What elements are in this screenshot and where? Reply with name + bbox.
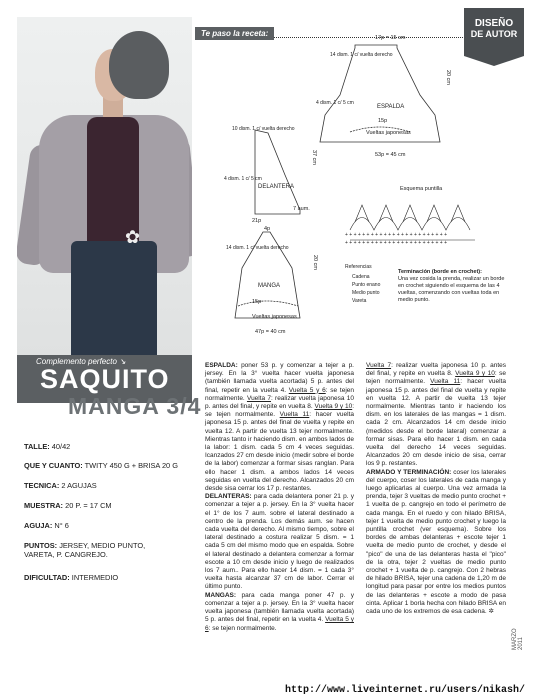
model-photo: ✿	[17, 17, 192, 355]
puntilla-title: Esquema puntilla	[400, 186, 443, 192]
svg-text:10 dism. 1 c/ vuelta derecho: 10 dism. 1 c/ vuelta derecho	[232, 126, 295, 132]
svg-text:Punto enano: Punto enano	[352, 282, 381, 288]
delantera-label: DELANTERA	[258, 184, 295, 190]
page-title-line2: MANGA 3/4	[68, 393, 202, 419]
tagline: Complemento perfecto ↘	[36, 357, 126, 366]
svg-text:4 dism. 1 c/ 5 cm: 4 dism. 1 c/ 5 cm	[224, 176, 262, 182]
spec-tecnica: TECNICA: 2 AGUJAS	[24, 481, 97, 490]
svg-text:15p: 15p	[252, 299, 262, 305]
svg-text:14 dism. 1 c/ vuelta derecho: 14 dism. 1 c/ vuelta derecho	[330, 52, 393, 58]
spec-muestra: MUESTRA: 20 P. = 17 CM	[24, 501, 112, 510]
svg-text:37 cm: 37 cm	[311, 150, 317, 165]
svg-text:7 aum.: 7 aum.	[293, 206, 310, 212]
svg-text:Vueltas japonesas: Vueltas japonesas	[366, 130, 411, 136]
termination-text: Una vez cosida la prenda, realizar un borde en crochet siguiendo el esquema de las 4 vueltas, comenzando con vueltas toda en medio punto.	[398, 276, 505, 303]
svg-text:4 dism. 1 c/ 5 cm: 4 dism. 1 c/ 5 cm	[316, 100, 354, 106]
manga-label: MANGA	[258, 283, 281, 289]
svg-text:20 cm: 20 cm	[445, 70, 451, 85]
svg-text:Medio punto: Medio punto	[352, 290, 380, 296]
svg-text:Cadena: Cadena	[352, 274, 370, 280]
footer-url[interactable]: http://www.liveinternet.ru/users/nikash/	[285, 685, 526, 696]
body-column-1: ESPALDA: poner 53 p. y comenzar a tejer a p. jersey. En la 3° vuelta hacer vuelta japonesa (también llamada vuelta acortada) 5 p. antes del final, repetir en la vuelta 4. Vuelta 5 y 6: se tejen normalmente. Vuelta 7: realizar vuelta japonesa 10 p. antes del final, y repite en vuelta 8. Vuelta 9 y 10: se tejen normalmente. Vuelta 11: hacer vuelta japonesa 15 p. antes del final de vuelta y repite en vuelta 12. A partir de vuelta 13 tejer normalmente. Mientras tanto ir haciendo dism. en ambos lados de la labor: 1 dism. cada 5 cm 4 veces seguidas. Icanzados 27 cm desde inicio (medir sobre el borde de la labor) comenzar a formar sisas ranglan. Para ello hacer 1 dism. a ambos lados 14 veces seguidas en vuelta del derecho. Alcanzados 20 cm desde sisa cerrar los 17 p. restantes. DELANTERAS: para cada delantera poner 21 p. y comenzar a tejer a p. jersey. En la 3° vuelta hacer el 1° de los 7 aum. sobre el lateral destinado a centro de la prenda. Los demás aum. se hacen cada vuelta del derecho. Al mismo tiempo, sobre el lateral destinado a costura realizar 5 dism. = 1 cada 5 cm del mismo modo que en espalda. Sobre el lateral destinado a delantera comenzar a formar escote a 10 cm desde inicio y luego de realizados los 7 aum.. Para ello hacer 14 dism. = 1 cada 3° vuelta hasta alcanzar 37 cm de labor. Cerrar el último punto. MANGAS: para cada manga poner 47 p. y comenzar a tejer a p. jersey. En la 3° vuelta hacer vuelta japonesa (también llamada vuelta acortada) 5 p. antes del final, repetir en la vuelta 4. Vuelta 5 y 6: se tejen normalmente.	[205, 362, 354, 632]
author-badge: DISEÑO DE AUTOR	[464, 8, 524, 56]
svg-text:Referencias: Referencias	[345, 264, 372, 270]
spec-puntos: PUNTOS: JERSEY, MEDIO PUNTO, VARETA, P. CANGREJO.	[24, 541, 146, 559]
spec-aguja: AGUJA: N° 6	[24, 521, 69, 530]
svg-text:+ + + + + + + + + + + + + + +: + + + + + + + + + + + + + + + + + + + + + + + +	[345, 240, 448, 246]
svg-text:Vareta: Vareta	[352, 298, 367, 304]
page-title-line1: SAQUITO	[40, 364, 170, 394]
svg-text:21p: 21p	[252, 218, 262, 224]
spec-que-y-cuanto: QUE Y CUANTO: TWITY 450 G + BRISA 20 G	[24, 461, 178, 470]
spec-talle: TALLE: 40/42	[24, 442, 71, 451]
svg-text:47p = 40 cm: 47p = 40 cm	[255, 329, 286, 335]
svg-text:53p = 45 cm: 53p = 45 cm	[375, 152, 406, 158]
body-column-2: Vuelta 7: realizar vuelta japonesa 10 p. antes del final, y repite en vuelta 8. Vuelta 9 y 10: se tejen normalmente. Vuelta 11: hacer vuelta japonesa 15 p. antes del final de vuelta y repite en vuelta 12. A partir de vuelta 13 tejer normalmente. Mientras tanto ir haciendo los dism. en los laterales de las mangas = 1 dism. cada 2 cm. Alcanzados 14 cm desde inicio (medidos desde el borde lateral) comenzar a formar sisas. Para ello hacer 1 dism. en cada vuelta del derecho 14 veces seguidas. Alcanzados 20 cm desde inicio de sisa, cerrar los 9 p. restantes. ARMADO Y TERMINACIÓN: coser los laterales del cuerpo, coser los laterales de cada manga y luego aplicarlas al cuerpo. Una vez armada la prenda, tejer 3 vueltas de medio punto crochet + 1 vuelta de p. cangrejo en todo el perímetro de cada manga. En el ruedo y con hilado BRISA, tejer 1 vuelta de medio punto crochet y luego la puntilla crochet (ver esquema). Sobre los bordes de ambas delanteras + escote tejer 1 vuelta de medio punto de crochet, y desde el "pico" de una de las delanteras hasta el "pico" de la otra, tejer 2 vueltas de medio punto crochet + 1 vuelta de p. cangrejo. Con 2 hebras de hilado BRISA, tejer una cadena de 1,20 m de longitud para pasar por entre los medios puntos de las delanteras + escote a modo de pasa cinta. Aplicar 1 borla hecha con hilado BRISA en cada uno de los extremos de esa cadena. ✲	[366, 362, 506, 616]
svg-text:20 cm: 20 cm	[312, 255, 318, 270]
svg-text:4p: 4p	[264, 226, 271, 232]
svg-text:15p: 15p	[378, 118, 388, 124]
svg-text:Vueltas japonesas: Vueltas japonesas	[252, 314, 297, 320]
issue-date: MARZO 2011	[512, 628, 524, 650]
recipe-header: Te paso la receta:	[195, 23, 465, 38]
spec-dificultad: DIFICULTAD: INTERMEDIO	[24, 573, 119, 582]
svg-text:+ + + + + + + + + + + + + + +: + + + + + + + + + + + + + + + + + + + + + + + +	[345, 232, 448, 238]
espalda-label: ESPALDA	[377, 104, 405, 110]
svg-text:Terminación (borde en crochet): Terminación (borde en crochet):	[398, 269, 482, 275]
svg-text:14 dism. 1 c/ vuelta derecho: 14 dism. 1 c/ vuelta derecho	[226, 245, 289, 251]
espalda-top-label: 17p = 15 cm	[375, 35, 406, 41]
